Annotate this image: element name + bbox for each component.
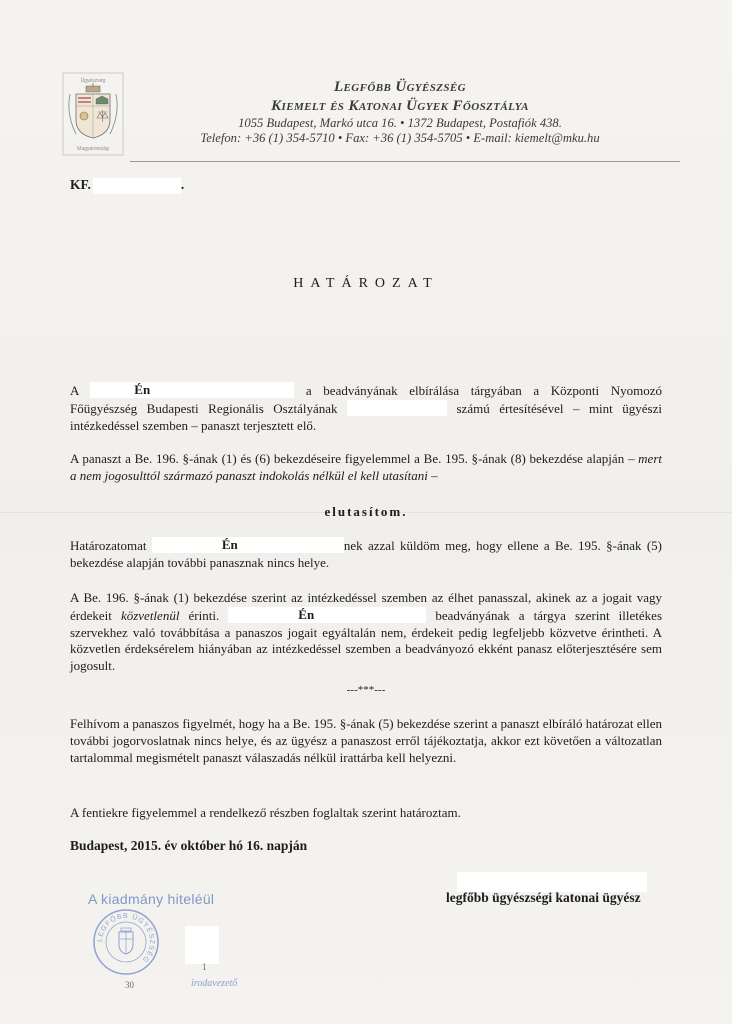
reference-suffix: . [180, 177, 185, 192]
official-seal-icon [92, 908, 160, 976]
paragraph-reasoning [70, 590, 662, 675]
text-italic: közvetlenül [120, 607, 180, 623]
org-contact: Telefon: +36 (1) 354-5710 • Fax: +36 (1) 354-5705 • E-mail: kiemelt@mku.hu [200, 131, 600, 145]
redacted-name [228, 607, 426, 623]
text: A panaszt a Be. 196. §-ának (1) és (6) bekezdéseire figyelemmel a Be. 195. §-ának (8) bekezdése alapján [70, 451, 625, 466]
seal-number: 30 [125, 980, 134, 990]
text: Határozatomat [70, 538, 147, 553]
reference-number [70, 177, 184, 194]
paragraph-conclusion: A fentiekre figyelemmel a rendelkező részben foglaltak szerint határoztam. [70, 805, 461, 820]
letterhead-divider [130, 161, 680, 162]
clerk-title: irodavezető [191, 978, 238, 989]
crest-text-bottom: Magyarország [77, 146, 109, 152]
reference-prefix: KF. [70, 177, 91, 192]
org-name: Legfőbb Ügyészség [333, 79, 467, 95]
text: nek azzal küldöm meg, hogy ellene a Be. 195. §-ának (5) bekezdése alapján további panasznak nincs helye. [70, 538, 663, 570]
redacted-name-label: Én [221, 537, 238, 552]
date-line: Budapest, 2015. év október hó 16. napján [70, 838, 308, 853]
paragraph-warning: Felhívom a panaszos figyelmét, hogy ha a Be. 195. §-ának (5) bekezdése szerint a panaszt elbíráló határozat ellen további jogorvoslatnak nincs helye, és az ügyész a panaszost erről tájékoztatja, akkor ezt követően a változatlan tartalommal megismételt panaszt válaszadás nélkül irattárba kell helyezni. [70, 716, 662, 765]
redacted-clerk-signature [185, 926, 219, 964]
document-title: HATÁROZAT [293, 276, 439, 291]
text: A Be. 196. §-ának (1) bekezdése szerint az intézkedéssel szemben az élhet panasszal, akinek az a jogait vagy érdekeit [70, 590, 662, 623]
redacted-name-label: Én [298, 606, 315, 622]
org-department: Kiemelt és Katonai Ügyek Főosztálya [271, 98, 529, 114]
coat-of-arms-icon [62, 72, 124, 156]
paragraph-complaint [70, 382, 662, 434]
signer-title: legfőbb ügyészségi katonai ügyész [446, 890, 641, 905]
redacted-signature [457, 872, 647, 892]
redacted-name [152, 537, 344, 553]
text: számú értesítésével – mint ügyészi intézkedéssel szemben – panaszt terjesztett elő. [70, 400, 662, 433]
text: A [70, 383, 79, 398]
seal-text: LEGFŐBB ÜGYÉSZSÉG [96, 912, 156, 964]
paragraph-legal-basis [70, 451, 662, 485]
crest-text-top: Ügyészség [80, 78, 106, 84]
text: beadványának a tárgya szerint illetékes szervekhez való továbbítása a panaszos jogait egyáltalán nem, érdekeit pedig legfeljebb közvetve érintheti. A közvetlen érdeksérelem hiányában az intézkedéssel szemben a beadványozó ekként panasz előterjesztésére sem jogosult. [70, 607, 662, 674]
redaction-box [347, 400, 447, 416]
clerk-mark: 1 [202, 962, 207, 972]
letterhead [120, 78, 680, 146]
redaction-box [93, 178, 181, 194]
section-separator: ---***--- [346, 684, 386, 696]
redacted-name-label: Én [134, 382, 151, 397]
text-italic: – mert a nem jogosulttól származó panaszt indokolás nélkül el kell utasítani – [70, 451, 662, 483]
decision: elutasítom. [324, 504, 408, 519]
text: érinti. [188, 607, 220, 623]
certification-stamp: A kiadmány hiteléül [88, 891, 215, 907]
paragraph-notice [70, 537, 662, 572]
org-address: 1055 Budapest, Markó utca 16. • 1372 Budapest, Postafiók 438. [238, 116, 562, 130]
redacted-name [90, 382, 294, 398]
text: a beadványának elbírálása tárgyában a Központi Nyomozó Főügyészség Budapesti Regionális Osztályának [70, 383, 662, 416]
